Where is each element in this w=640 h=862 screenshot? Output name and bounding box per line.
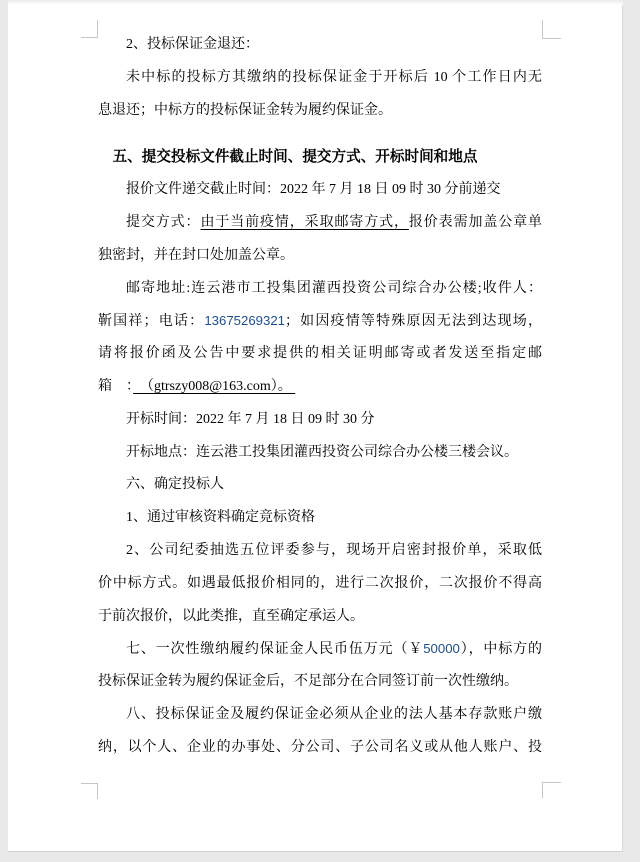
text-boundary-mark-topleft-h [81, 37, 98, 38]
text-line [98, 568, 542, 601]
page-top-edge [8, 0, 623, 5]
text-run: 息退还；中标方的投标保证金转为履约保证金。 [98, 102, 392, 118]
text-line [98, 240, 542, 273]
text-line [98, 174, 542, 207]
text-run: 五、提交投标文件截止时间、提交方式、开标时间和地点 [112, 149, 478, 166]
text-run: 报价表需加盖公章单 [408, 214, 542, 230]
text-line [98, 502, 542, 535]
text-run: 纳，以个人、企业的办事处、分公司、子公司名义或从他人账户、投 [98, 739, 542, 755]
text-run: 开标时间：2022 年 7 月 18 日 09 时 30 分 [126, 411, 375, 427]
text-run: 2、投标保证金退还： [126, 37, 259, 52]
text-run: 七、一次性缴纳履约保证金人民币伍万元（￥ [126, 642, 424, 658]
accent-number: 13675269321 [204, 313, 285, 329]
text-line [98, 207, 542, 240]
text-line [98, 29, 542, 62]
text-run: 八、投标保证金及履约保证金必须从企业的法人基本存款账户缴 [126, 706, 542, 722]
text-run: ；如因疫情等特殊原因无法到达现场， [285, 314, 542, 330]
heading-line [98, 141, 542, 174]
text-run: 投标保证金转为履约保证金后，不足部分在合同签订前一次性缴纳。 [98, 674, 518, 690]
text-line [98, 62, 542, 95]
text-line [98, 469, 542, 502]
accent-number: 50000 [423, 641, 460, 657]
text-line [98, 732, 542, 765]
text-run: 请将报价函及公告中要求提供的相关证明邮寄或者发送至指定邮 [98, 346, 542, 362]
text-run: 提交方式： [126, 214, 201, 230]
text-boundary-mark-topright-h [542, 38, 561, 39]
text-run: 独密封，并在封口处加盖公章。 [98, 247, 294, 263]
text-run: 报价文件递交截止时间：2022 年 7 月 18 日 09 时 30 分前递交 [126, 182, 501, 198]
text-line [98, 338, 542, 371]
text-line [98, 437, 542, 470]
underlined-text: 由于当前疫情，采取邮寄方式， [200, 214, 409, 230]
text-boundary-mark-bottomright-h [542, 782, 561, 783]
text-line [98, 601, 542, 634]
text-run: 2、公司纪委抽选五位评委参与，现场开启密封报价单，采取低 [126, 542, 542, 558]
text-run: 1、通过审核资料确定竞标资格 [126, 510, 315, 526]
text-line [98, 699, 542, 732]
text-line [98, 95, 542, 128]
text-run: 价中标方式。如遇最低报价相同的，进行二次报价，二次报价不得高 [98, 575, 542, 591]
document-body [98, 29, 542, 765]
text-run: 箱 ： [98, 378, 133, 394]
text-run: ），中标方的 [459, 642, 542, 658]
text-run: 邮寄地址:连云港市工投集团灌西投资公司综合办公楼;收件人： [126, 280, 542, 296]
text-boundary-mark-bottomleft-v [97, 783, 98, 799]
text-line [98, 305, 542, 338]
text-line [98, 371, 542, 404]
text-line [98, 404, 542, 437]
text-run: 靳国祥；电话： [98, 314, 205, 330]
text-line [98, 666, 542, 699]
text-line [98, 633, 542, 666]
text-run: 未中标的投标方其缴纳的投标保证金于开标后 10 个工作日内无 [126, 69, 542, 85]
text-run: 六、确定投标人 [126, 477, 224, 493]
underlined-text: （gtrszy008@163.com）。 [133, 378, 296, 394]
text-run: 于前次报价，以此类推，直至确定承运人。 [98, 608, 364, 624]
text-line [98, 535, 542, 568]
text-boundary-mark-bottomright-v [542, 782, 543, 798]
text-boundary-mark-topright-v [542, 20, 543, 38]
text-boundary-mark-bottomleft-h [81, 783, 98, 784]
text-run: 开标地点：连云港工投集团灌西投资公司综合办公楼三楼会议。 [126, 444, 518, 460]
text-line [98, 273, 542, 306]
